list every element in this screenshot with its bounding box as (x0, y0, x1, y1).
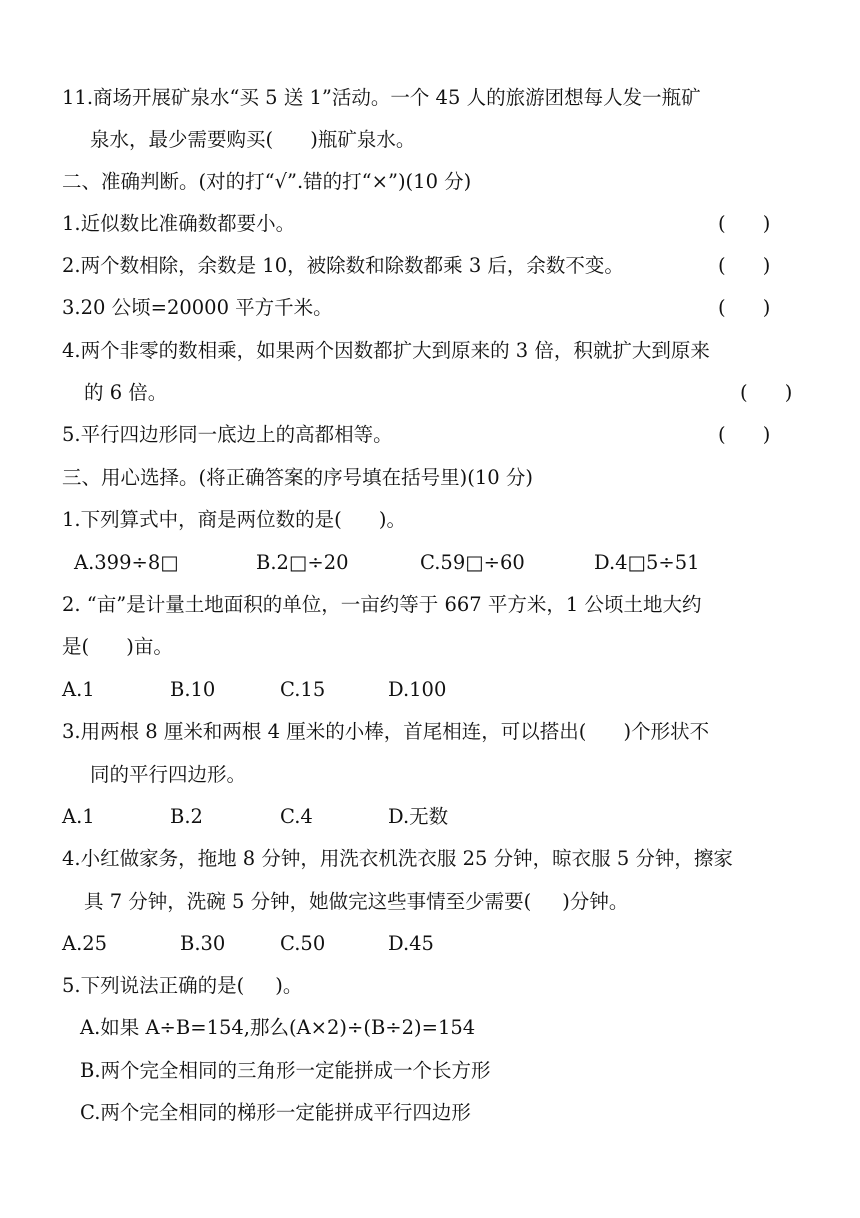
choice-q2-option-a: A.1 (62, 678, 95, 701)
q11-line1: 11.商场开展矿泉水“买 5 送 1”活动。一个 45 人的旅游团想每人发一瓶矿 (62, 86, 701, 109)
section3-heading: 三、用心选择。(将正确答案的序号填在括号里)(10 分) (62, 466, 533, 489)
choice-q3-option-b: B.2 (170, 805, 203, 828)
judge-item-3: 3.20 公顷=20000 平方千米。 (62, 296, 333, 319)
choice-q3-option-d: D.无数 (388, 805, 449, 828)
judge-item-4-line1: 4.两个非零的数相乘，如果两个因数都扩大到原来的 3 倍，积就扩大到原来 (62, 339, 710, 362)
choice-q4-line2: 具 7 分钟，洗碗 5 分钟，她做完这些事情至少需要( )分钟。 (84, 890, 629, 913)
choice-q4-option-b: B.30 (180, 932, 226, 955)
q11-line2: 泉水，最少需要购买( )瓶矿泉水。 (90, 128, 416, 151)
choice-q3-line1: 3.用两根 8 厘米和两根 4 厘米的小棒，首尾相连，可以搭出( )个形状不 (62, 720, 710, 743)
choice-q2-line1: 2. “亩”是计量土地面积的单位，一亩约等于 667 平方米，1 公顷土地大约 (62, 593, 702, 616)
judge-answer-blank-2[interactable]: ( ) (718, 254, 771, 277)
section2-heading: 二、准确判断。(对的打“√”.错的打“×”)(10 分) (62, 170, 472, 193)
choice-q3-option-a: A.1 (62, 805, 95, 828)
choice-q1-option-c: C.59□÷60 (420, 551, 525, 574)
choice-q1-option-b: B.2□÷20 (256, 551, 349, 574)
choice-q4-option-c: C.50 (280, 932, 326, 955)
choice-q1-option-a: A.399÷8□ (74, 551, 179, 574)
judge-item-4-line2: 的 6 倍。 (84, 381, 168, 404)
judge-item-5: 5.平行四边形同一底边上的高都相等。 (62, 423, 393, 446)
choice-q5-option-b: B.两个完全相同的三角形一定能拼成一个长方形 (80, 1059, 491, 1082)
judge-answer-blank-4[interactable]: ( ) (740, 381, 793, 404)
choice-q1-option-d: D.4□5÷51 (594, 551, 700, 574)
choice-q4-option-a: A.25 (62, 932, 108, 955)
judge-answer-blank-3[interactable]: ( ) (718, 296, 771, 319)
choice-q5-stem: 5.下列说法正确的是( )。 (62, 974, 303, 997)
choice-q3-option-c: C.4 (280, 805, 313, 828)
judge-item-2: 2.两个数相除，余数是 10，被除数和除数都乘 3 后，余数不变。 (62, 254, 624, 277)
judge-answer-blank-5[interactable]: ( ) (718, 423, 771, 446)
choice-q3-line2: 同的平行四边形。 (90, 763, 247, 786)
choice-q2-option-c: C.15 (280, 678, 326, 701)
judge-answer-blank-1[interactable]: ( ) (718, 212, 771, 235)
choice-q2-option-d: D.100 (388, 678, 447, 701)
judge-item-1: 1.近似数比准确数都要小。 (62, 212, 296, 235)
choice-q2-line2: 是( )亩。 (62, 635, 173, 658)
choice-q5-option-c: C.两个完全相同的梯形一定能拼成平行四边形 (80, 1101, 471, 1124)
choice-q4-option-d: D.45 (388, 932, 434, 955)
choice-q4-line1: 4.小红做家务，拖地 8 分钟，用洗衣机洗衣服 25 分钟，晾衣服 5 分钟，擦家 (62, 847, 733, 870)
choice-q1-stem: 1.下列算式中，商是两位数的是( )。 (62, 508, 407, 531)
choice-q5-option-a: A.如果 A÷B=154,那么(A×2)÷(B÷2)=154 (80, 1016, 476, 1039)
choice-q2-option-b: B.10 (170, 678, 216, 701)
